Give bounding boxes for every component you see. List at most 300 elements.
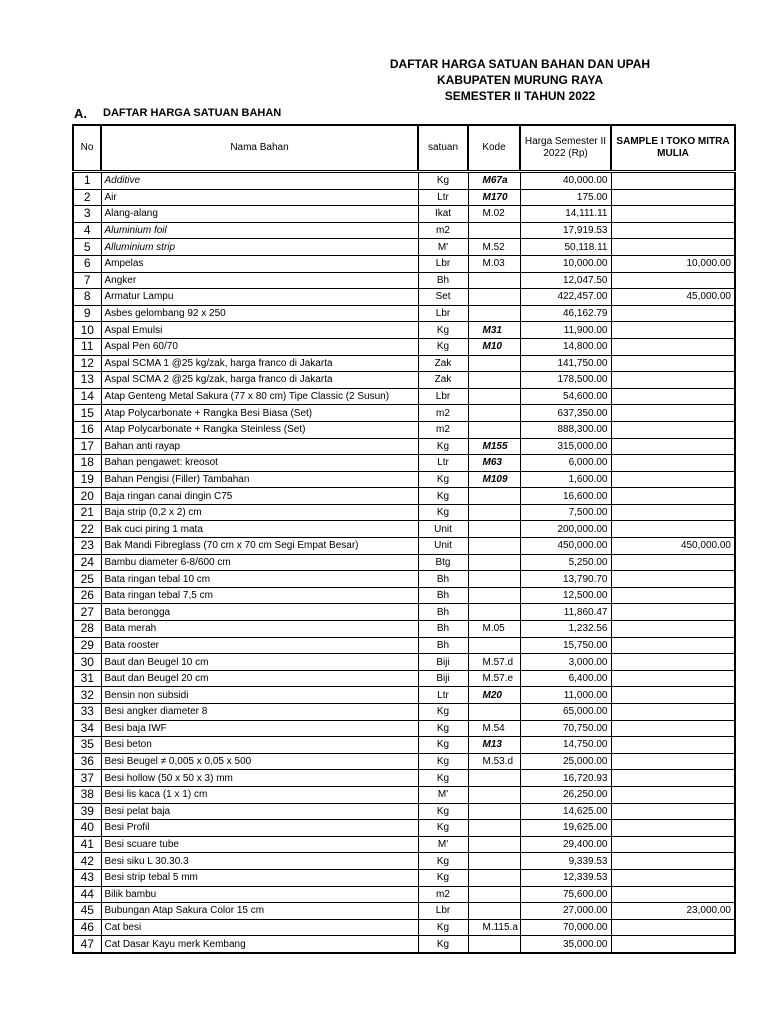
row-satuan: Lbr xyxy=(418,305,468,322)
row-kode xyxy=(468,571,520,588)
row-nama: Angker xyxy=(101,272,418,289)
row-sample: 23,000.00 xyxy=(611,903,735,920)
row-sample xyxy=(611,836,735,853)
title-line-2: KABUPATEN MURUNG RAYA xyxy=(436,73,603,87)
row-kode xyxy=(468,704,520,721)
row-kode xyxy=(468,421,520,438)
table-row xyxy=(73,737,735,754)
row-sample xyxy=(611,554,735,571)
section-letter: A. xyxy=(74,106,87,121)
row-satuan: Bh xyxy=(418,637,468,654)
row-harga: 17,919.53 xyxy=(520,222,611,239)
table-row xyxy=(73,206,735,223)
row-harga: 178,500.00 xyxy=(520,372,611,389)
row-nama: Atap Genteng Metal Sakura (77 x 80 cm) Tipe Classic (2 Susun) xyxy=(101,388,418,405)
row-kode xyxy=(468,936,520,953)
row-satuan: Ltr xyxy=(418,455,468,472)
row-kode xyxy=(468,869,520,886)
table-row xyxy=(73,936,735,953)
table-row xyxy=(73,338,735,355)
row-no: 32 xyxy=(73,687,101,704)
row-harga: 14,111.11 xyxy=(520,206,611,223)
row-nama: Bak Mandi Fibreglass (70 cm x 70 cm Segi Empat Besar) xyxy=(101,538,418,555)
column-header-sample: SAMPLE I TOKO MITRA MULIA xyxy=(611,125,735,172)
table-header-row xyxy=(73,125,735,172)
row-satuan: Set xyxy=(418,289,468,306)
row-satuan: Kg xyxy=(418,770,468,787)
row-kode xyxy=(468,488,520,505)
table-row xyxy=(73,853,735,870)
table-row xyxy=(73,322,735,339)
row-harga: 70,750.00 xyxy=(520,720,611,737)
row-harga: 12,500.00 xyxy=(520,587,611,604)
row-nama: Bensin non subsidi xyxy=(101,687,418,704)
row-satuan: Kg xyxy=(418,438,468,455)
row-kode xyxy=(468,587,520,604)
table-row xyxy=(73,289,735,306)
row-kode: M155 xyxy=(468,438,520,455)
row-harga: 26,250.00 xyxy=(520,786,611,803)
row-kode: M31 xyxy=(468,322,520,339)
table-row xyxy=(73,305,735,322)
row-sample xyxy=(611,687,735,704)
table-row xyxy=(73,770,735,787)
row-kode: M.02 xyxy=(468,206,520,223)
row-kode xyxy=(468,405,520,422)
row-no: 24 xyxy=(73,554,101,571)
row-sample xyxy=(611,172,735,190)
row-nama: Asbes gelombang 92 x 250 xyxy=(101,305,418,322)
row-nama: Cat Dasar Kayu merk Kembang xyxy=(101,936,418,953)
row-sample xyxy=(611,305,735,322)
row-no: 47 xyxy=(73,936,101,953)
row-kode: M.54 xyxy=(468,720,520,737)
row-no: 2 xyxy=(73,189,101,206)
row-sample xyxy=(611,388,735,405)
row-harga: 29,400.00 xyxy=(520,836,611,853)
row-satuan: Kg xyxy=(418,720,468,737)
row-sample xyxy=(611,421,735,438)
row-satuan: Bh xyxy=(418,571,468,588)
row-no: 8 xyxy=(73,289,101,306)
row-nama: Besi beton xyxy=(101,737,418,754)
table-row xyxy=(73,621,735,638)
row-kode: M.05 xyxy=(468,621,520,638)
row-kode xyxy=(468,853,520,870)
row-nama: Armatur Lampu xyxy=(101,289,418,306)
row-sample xyxy=(611,621,735,638)
row-harga: 15,750.00 xyxy=(520,637,611,654)
table-row xyxy=(73,654,735,671)
table-row xyxy=(73,786,735,803)
table-row xyxy=(73,388,735,405)
row-no: 10 xyxy=(73,322,101,339)
row-no: 7 xyxy=(73,272,101,289)
row-no: 45 xyxy=(73,903,101,920)
row-satuan: Unit xyxy=(418,521,468,538)
row-nama: Aspal Pen 60/70 xyxy=(101,338,418,355)
row-kode xyxy=(468,886,520,903)
row-satuan: Bh xyxy=(418,621,468,638)
row-sample xyxy=(611,654,735,671)
row-no: 26 xyxy=(73,587,101,604)
row-nama: Bahan Pengisi (Filler) Tambahan xyxy=(101,471,418,488)
row-kode: M13 xyxy=(468,737,520,754)
row-kode: M67a xyxy=(468,172,520,190)
row-sample: 10,000.00 xyxy=(611,255,735,272)
table-row xyxy=(73,172,735,190)
row-no: 40 xyxy=(73,820,101,837)
row-kode xyxy=(468,903,520,920)
table-row xyxy=(73,421,735,438)
row-kode xyxy=(468,504,520,521)
row-satuan: Kg xyxy=(418,936,468,953)
row-harga: 1,232.56 xyxy=(520,621,611,638)
row-nama: Besi Beugel ≠ 0,005 x 0,05 x 500 xyxy=(101,753,418,770)
row-satuan: Ltr xyxy=(418,687,468,704)
row-no: 43 xyxy=(73,869,101,886)
row-harga: 14,800.00 xyxy=(520,338,611,355)
row-satuan: Lbr xyxy=(418,255,468,272)
row-sample xyxy=(611,239,735,256)
row-kode xyxy=(468,272,520,289)
row-nama: Besi angker diameter 8 xyxy=(101,704,418,721)
row-kode xyxy=(468,786,520,803)
row-sample xyxy=(611,853,735,870)
row-harga: 10,000.00 xyxy=(520,255,611,272)
row-satuan: Kg xyxy=(418,803,468,820)
row-nama: Bambu diameter 6-8/600 cm xyxy=(101,554,418,571)
row-satuan: Kg xyxy=(418,820,468,837)
table-row xyxy=(73,189,735,206)
row-nama: Bata rooster xyxy=(101,637,418,654)
table-row xyxy=(73,438,735,455)
row-satuan: m2 xyxy=(418,405,468,422)
row-harga: 12,339.53 xyxy=(520,869,611,886)
row-kode: M20 xyxy=(468,687,520,704)
row-harga: 40,000.00 xyxy=(520,172,611,190)
row-no: 14 xyxy=(73,388,101,405)
row-sample xyxy=(611,222,735,239)
row-satuan: m2 xyxy=(418,222,468,239)
row-sample xyxy=(611,322,735,339)
row-sample xyxy=(611,869,735,886)
table-row xyxy=(73,836,735,853)
section-title: DAFTAR HARGA SATUAN BAHAN xyxy=(103,107,282,119)
row-nama: Baja ringan canai dingin C75 xyxy=(101,488,418,505)
row-satuan: Kg xyxy=(418,919,468,936)
row-harga: 7,500.00 xyxy=(520,504,611,521)
row-satuan: M' xyxy=(418,836,468,853)
table-row xyxy=(73,587,735,604)
column-header-kode: Kode xyxy=(468,125,520,172)
row-harga: 75,600.00 xyxy=(520,886,611,903)
row-no: 1 xyxy=(73,172,101,190)
row-kode xyxy=(468,554,520,571)
row-harga: 11,900.00 xyxy=(520,322,611,339)
row-nama: Bilik bambu xyxy=(101,886,418,903)
row-harga: 11,000.00 xyxy=(520,687,611,704)
row-no: 46 xyxy=(73,919,101,936)
row-no: 12 xyxy=(73,355,101,372)
table-row xyxy=(73,571,735,588)
row-satuan: Bh xyxy=(418,587,468,604)
row-no: 21 xyxy=(73,504,101,521)
row-sample xyxy=(611,571,735,588)
row-sample xyxy=(611,455,735,472)
row-harga: 50,118.11 xyxy=(520,239,611,256)
row-sample xyxy=(611,372,735,389)
row-satuan: M' xyxy=(418,239,468,256)
row-satuan: Biji xyxy=(418,670,468,687)
table-row xyxy=(73,355,735,372)
row-sample xyxy=(611,637,735,654)
row-harga: 200,000.00 xyxy=(520,521,611,538)
row-satuan: Kg xyxy=(418,504,468,521)
table-row xyxy=(73,869,735,886)
row-kode: M10 xyxy=(468,338,520,355)
row-nama: Aspal SCMA 1 @25 kg/zak, harga franco di Jakarta xyxy=(101,355,418,372)
row-kode xyxy=(468,836,520,853)
table-row xyxy=(73,239,735,256)
row-kode xyxy=(468,637,520,654)
row-nama: Besi scuare tube xyxy=(101,836,418,853)
row-satuan: Bh xyxy=(418,272,468,289)
table-row xyxy=(73,272,735,289)
row-harga: 35,000.00 xyxy=(520,936,611,953)
row-satuan: Ikat xyxy=(418,206,468,223)
row-kode xyxy=(468,820,520,837)
price-table xyxy=(72,124,736,954)
row-kode xyxy=(468,604,520,621)
row-no: 3 xyxy=(73,206,101,223)
table-row xyxy=(73,903,735,920)
row-satuan: Kg xyxy=(418,172,468,190)
table-row xyxy=(73,488,735,505)
row-nama: Atap Polycarbonate + Rangka Besi Biasa (Set) xyxy=(101,405,418,422)
row-no: 9 xyxy=(73,305,101,322)
row-no: 5 xyxy=(73,239,101,256)
row-satuan: Kg xyxy=(418,737,468,754)
title-line-3: SEMESTER II TAHUN 2022 xyxy=(444,89,596,103)
row-no: 19 xyxy=(73,471,101,488)
row-sample xyxy=(611,737,735,754)
row-harga: 11,860.47 xyxy=(520,604,611,621)
row-kode xyxy=(468,355,520,372)
row-sample xyxy=(611,189,735,206)
row-sample xyxy=(611,886,735,903)
row-sample xyxy=(611,604,735,621)
row-harga: 6,400.00 xyxy=(520,670,611,687)
row-sample xyxy=(611,521,735,538)
table-row xyxy=(73,405,735,422)
row-harga: 46,162.79 xyxy=(520,305,611,322)
row-sample xyxy=(611,936,735,953)
row-kode xyxy=(468,372,520,389)
row-no: 41 xyxy=(73,836,101,853)
row-satuan: m2 xyxy=(418,886,468,903)
document-title xyxy=(0,56,768,104)
row-harga: 14,625.00 xyxy=(520,803,611,820)
column-header-nama: Nama Bahan xyxy=(101,125,418,172)
table-row xyxy=(73,372,735,389)
row-nama: Bahan anti rayap xyxy=(101,438,418,455)
row-nama: Baut dan Beugel 10 cm xyxy=(101,654,418,671)
table-row xyxy=(73,521,735,538)
row-kode: M.03 xyxy=(468,255,520,272)
row-nama: Besi strip tebal 5 mm xyxy=(101,869,418,886)
row-sample xyxy=(611,770,735,787)
row-no: 27 xyxy=(73,604,101,621)
row-satuan: Kg xyxy=(418,704,468,721)
row-nama: Bak cuci piring 1 mata xyxy=(101,521,418,538)
row-sample xyxy=(611,504,735,521)
row-no: 33 xyxy=(73,704,101,721)
row-satuan: Kg xyxy=(418,488,468,505)
row-harga: 315,000.00 xyxy=(520,438,611,455)
row-no: 11 xyxy=(73,338,101,355)
row-satuan: Zak xyxy=(418,355,468,372)
row-no: 31 xyxy=(73,670,101,687)
row-satuan: Kg xyxy=(418,869,468,886)
table-row xyxy=(73,820,735,837)
row-no: 44 xyxy=(73,886,101,903)
row-nama: Besi hollow (50 x 50 x 3) mm xyxy=(101,770,418,787)
row-nama: Bata ringan tebal 7,5 cm xyxy=(101,587,418,604)
row-harga: 25,000.00 xyxy=(520,753,611,770)
row-nama: Cat besi xyxy=(101,919,418,936)
row-sample xyxy=(611,338,735,355)
row-satuan: m2 xyxy=(418,421,468,438)
row-nama: Alang-alang xyxy=(101,206,418,223)
table-row xyxy=(73,919,735,936)
row-satuan: Kg xyxy=(418,471,468,488)
row-harga: 175.00 xyxy=(520,189,611,206)
row-nama: Besi baja IWF xyxy=(101,720,418,737)
row-kode xyxy=(468,222,520,239)
table-row xyxy=(73,504,735,521)
table-row xyxy=(73,604,735,621)
row-harga: 70,000.00 xyxy=(520,919,611,936)
row-nama: Aluminium foil xyxy=(101,222,418,239)
row-kode: M.52 xyxy=(468,239,520,256)
row-no: 23 xyxy=(73,538,101,555)
row-kode: M.57.e xyxy=(468,670,520,687)
row-satuan: Unit xyxy=(418,538,468,555)
row-no: 28 xyxy=(73,621,101,638)
row-no: 13 xyxy=(73,372,101,389)
row-nama: Atap Polycarbonate + Rangka Steinless (Set) xyxy=(101,421,418,438)
row-no: 36 xyxy=(73,753,101,770)
row-harga: 5,250.00 xyxy=(520,554,611,571)
row-no: 6 xyxy=(73,255,101,272)
row-no: 39 xyxy=(73,803,101,820)
row-kode xyxy=(468,538,520,555)
row-satuan: Biji xyxy=(418,654,468,671)
row-kode xyxy=(468,521,520,538)
row-nama: Aspal Emulsi xyxy=(101,322,418,339)
row-nama: Baja strip (0,2 x 2) cm xyxy=(101,504,418,521)
row-no: 42 xyxy=(73,853,101,870)
table-row xyxy=(73,720,735,737)
row-harga: 16,600.00 xyxy=(520,488,611,505)
table-row xyxy=(73,471,735,488)
row-kode: M.57.d xyxy=(468,654,520,671)
row-satuan: Lbr xyxy=(418,388,468,405)
row-satuan: M' xyxy=(418,786,468,803)
row-nama: Besi pelat baja xyxy=(101,803,418,820)
row-no: 34 xyxy=(73,720,101,737)
row-nama: Bahan pengawet: kreosot xyxy=(101,455,418,472)
row-kode xyxy=(468,388,520,405)
row-nama: Additive xyxy=(101,172,418,190)
row-no: 22 xyxy=(73,521,101,538)
table-row xyxy=(73,687,735,704)
row-sample xyxy=(611,919,735,936)
row-sample: 45,000.00 xyxy=(611,289,735,306)
row-sample xyxy=(611,803,735,820)
row-harga: 1,600.00 xyxy=(520,471,611,488)
row-harga: 19,625.00 xyxy=(520,820,611,837)
row-nama: Bata ringan tebal 10 cm xyxy=(101,571,418,588)
row-satuan: Kg xyxy=(418,853,468,870)
row-sample xyxy=(611,720,735,737)
row-no: 35 xyxy=(73,737,101,754)
row-harga: 14,750.00 xyxy=(520,737,611,754)
row-sample xyxy=(611,488,735,505)
row-sample xyxy=(611,471,735,488)
row-kode: M63 xyxy=(468,455,520,472)
row-kode xyxy=(468,770,520,787)
column-header-satuan: satuan xyxy=(418,125,468,172)
row-satuan: Kg xyxy=(418,338,468,355)
row-sample xyxy=(611,438,735,455)
row-no: 4 xyxy=(73,222,101,239)
row-kode: M170 xyxy=(468,189,520,206)
row-no: 38 xyxy=(73,786,101,803)
row-no: 18 xyxy=(73,455,101,472)
row-harga: 450,000.00 xyxy=(520,538,611,555)
row-no: 25 xyxy=(73,571,101,588)
table-row xyxy=(73,704,735,721)
row-satuan: Btg xyxy=(418,554,468,571)
row-harga: 54,600.00 xyxy=(520,388,611,405)
table-row xyxy=(73,554,735,571)
row-nama: Bata berongga xyxy=(101,604,418,621)
row-harga: 16,720.93 xyxy=(520,770,611,787)
row-harga: 13,790.70 xyxy=(520,571,611,588)
row-sample: 450,000.00 xyxy=(611,538,735,555)
row-sample xyxy=(611,704,735,721)
row-kode xyxy=(468,305,520,322)
row-harga: 27,000.00 xyxy=(520,903,611,920)
row-satuan: Bh xyxy=(418,604,468,621)
row-harga: 422,457.00 xyxy=(520,289,611,306)
row-sample xyxy=(611,405,735,422)
row-nama: Air xyxy=(101,189,418,206)
table-row xyxy=(73,803,735,820)
table-row xyxy=(73,222,735,239)
table-row xyxy=(73,255,735,272)
row-kode: M.115.a xyxy=(468,919,520,936)
row-harga: 637,350.00 xyxy=(520,405,611,422)
row-no: 17 xyxy=(73,438,101,455)
row-harga: 6,000.00 xyxy=(520,455,611,472)
table-row xyxy=(73,753,735,770)
row-sample xyxy=(611,820,735,837)
row-sample xyxy=(611,206,735,223)
row-nama: Ampelas xyxy=(101,255,418,272)
